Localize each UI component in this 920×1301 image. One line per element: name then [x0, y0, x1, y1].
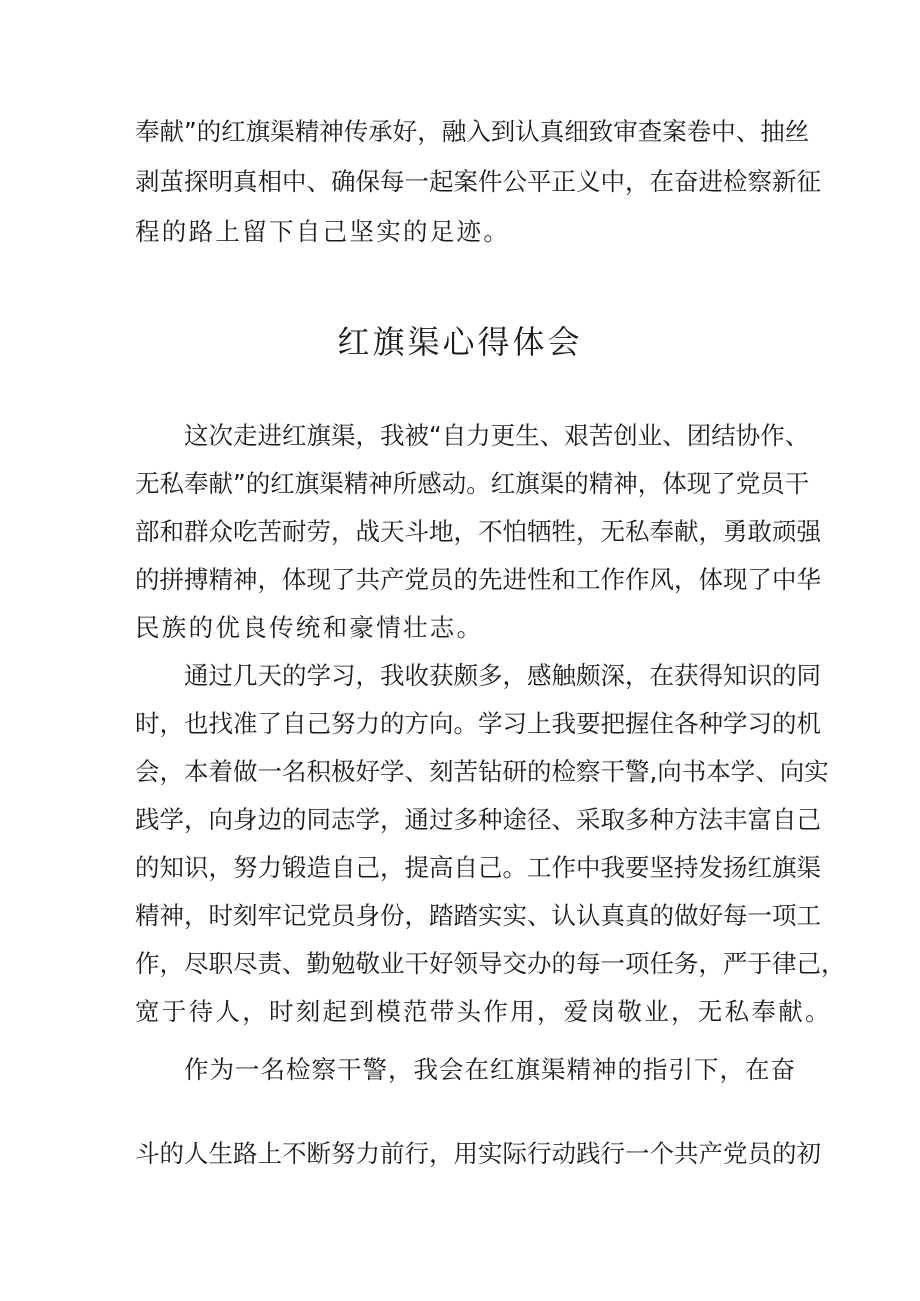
text-line: 民族的优良传统和豪情壮志。 — [135, 613, 484, 642]
text-line: 时，也找准了自己努力的方向。学习上我要把握住各种学习的机 — [135, 709, 821, 738]
page-title: 红旗渠心得体会 — [337, 323, 583, 361]
text-line: 剥茧探明真相中、确保每一起案件公平正义中，在奋进检察新征 — [135, 167, 821, 196]
text-line: 践学，向身边的同志学，通过多种途径、采取多种方法丰富自己 — [135, 805, 821, 834]
text-line: 程的路上留下自己坚实的足迹。 — [135, 217, 511, 246]
text-line: 这次走进红旗渠，我被“自力更生、艰苦创业、团结协作、 — [184, 421, 810, 450]
text-line: 奉献”的红旗渠精神传承好，融入到认真细致审查案卷中、抽丝 — [135, 117, 810, 146]
text-line: 的知识，努力锻造自己，提高自己。工作中我要坚持发扬红旗渠 — [135, 853, 821, 882]
text-line: 的拼搏精神，体现了共产党员的先进性和工作作风，体现了中华 — [135, 565, 821, 594]
text-line: 斗的人生路上不断努力前行，用实际行动践行一个共产党员的初 — [135, 1139, 821, 1168]
text-line: 宽于待人，时刻起到模范带头作用，爱岗敬业，无私奉献。 — [135, 997, 832, 1026]
text-line: 精神，时刻牢记党员身份，踏踏实实、认认真真的做好每一项工 — [135, 901, 821, 930]
text-line: 作，尽职尽责、勤勉敬业干好领导交办的每一项任务，严于律己， — [135, 949, 846, 978]
text-line: 通过几天的学习，我收获颇多，感触颇深，在获得知识的同 — [184, 661, 821, 690]
text-line: 作为一名检察干警，我会在红旗渠精神的指引下，在奋 — [184, 1055, 795, 1084]
text-line: 会，本着做一名积极好学、刻苦钻研的检察干警,向书本学、向实 — [135, 757, 829, 786]
text-line: 部和群众吃苦耐劳，战天斗地，不怕牺牲，无私奉献，勇敢顽强 — [135, 517, 821, 546]
text-line: 无私奉献”的红旗渠精神所感动。红旗渠的精神，体现了党员干 — [135, 469, 810, 498]
